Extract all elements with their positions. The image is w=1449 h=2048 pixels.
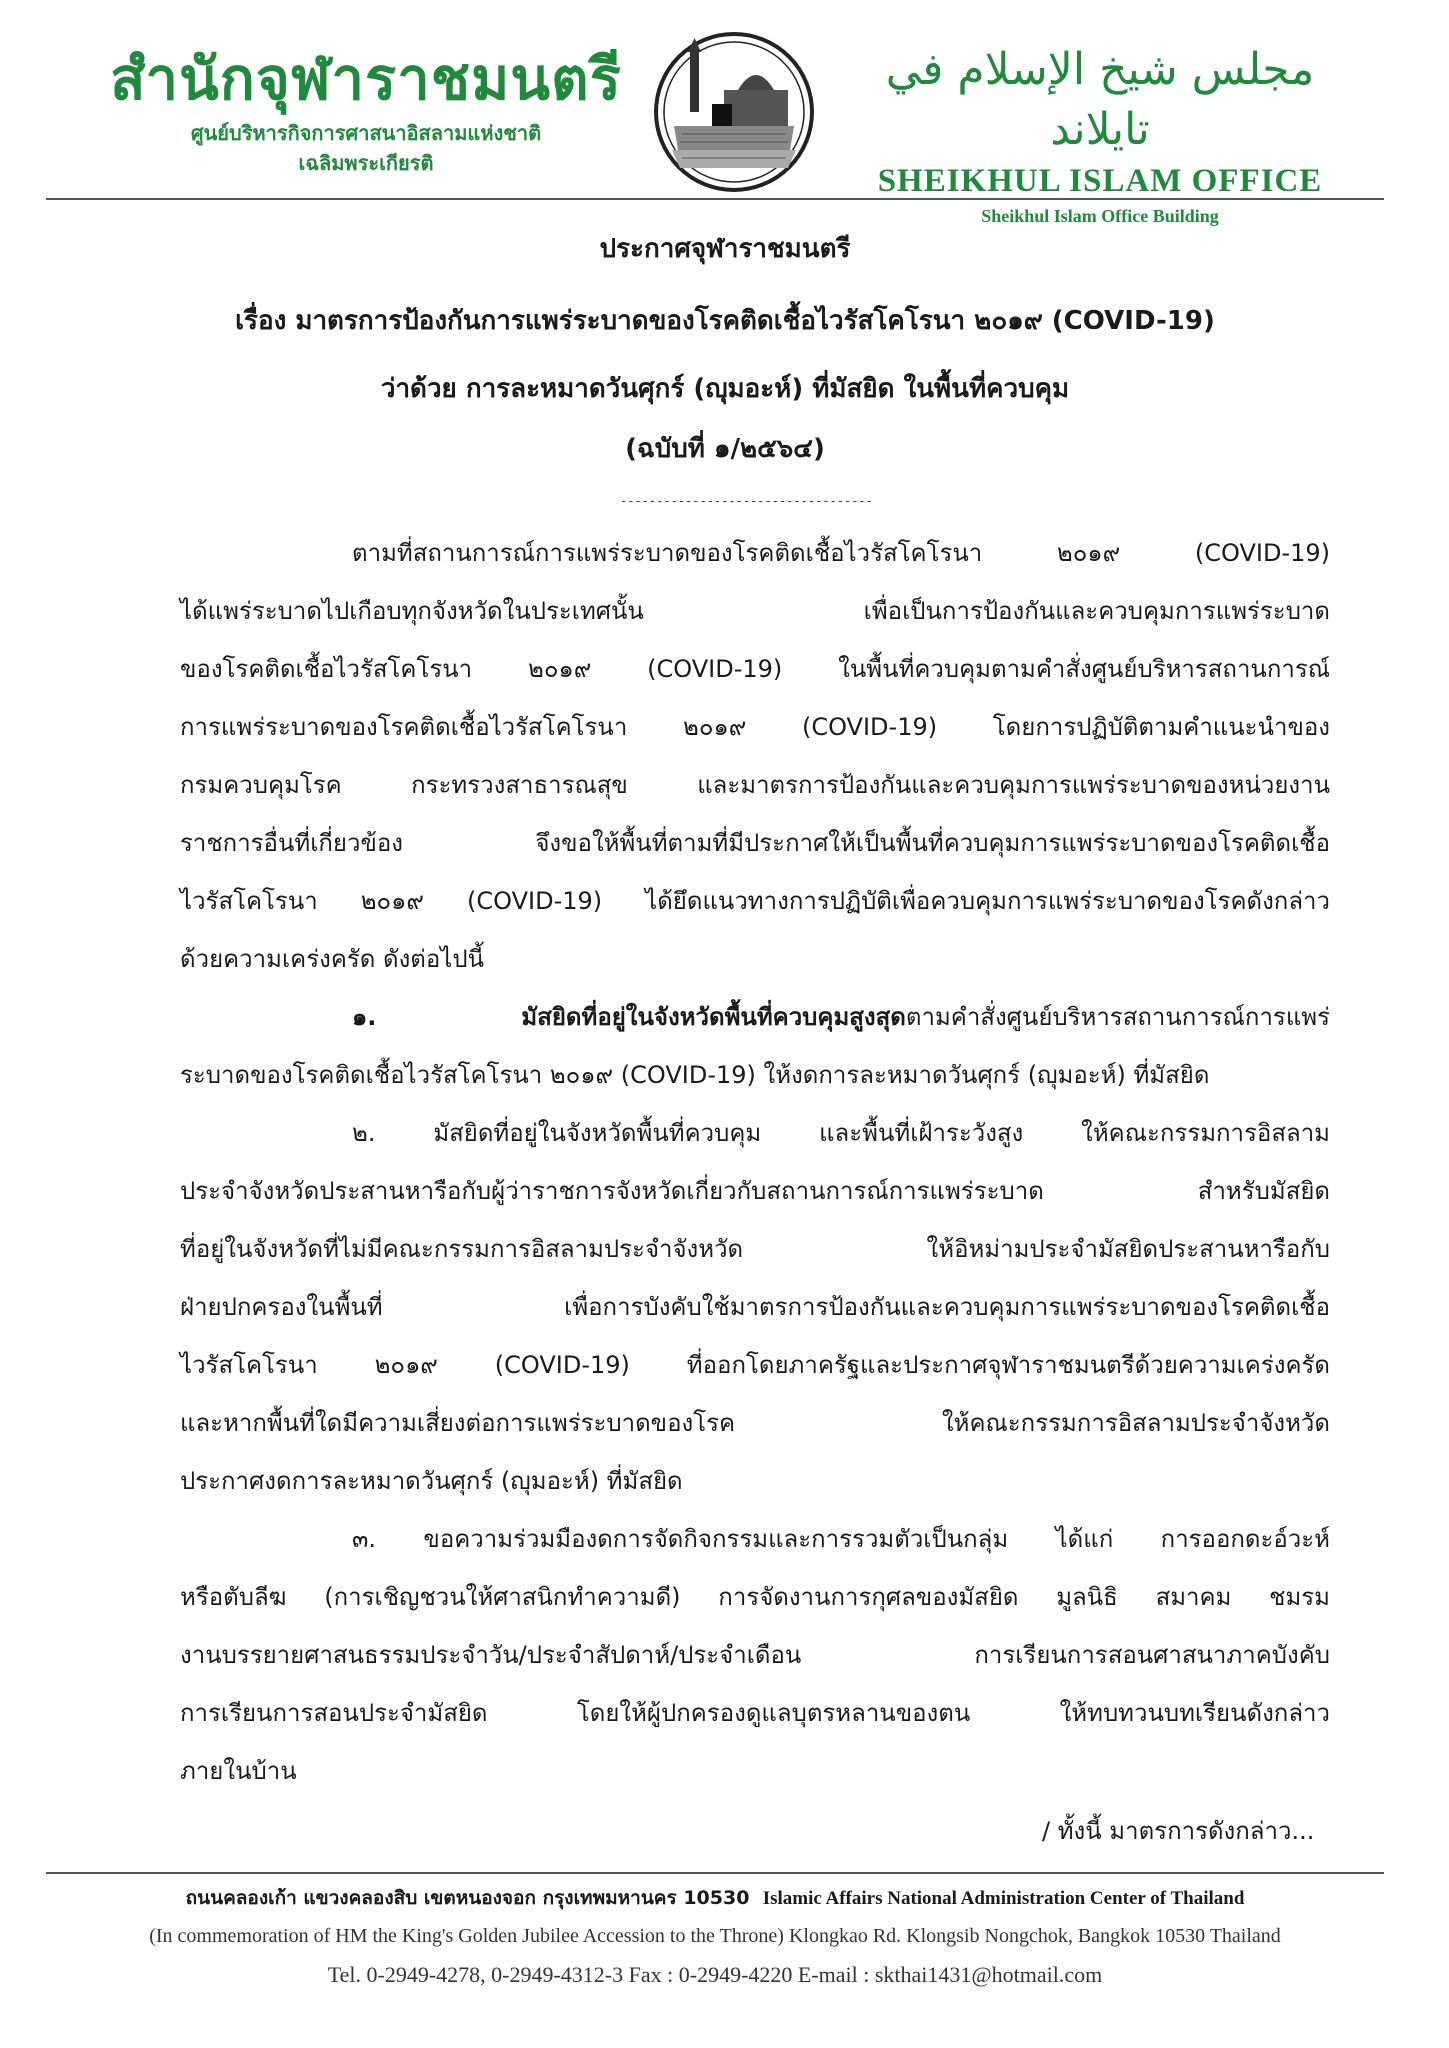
arabic-office-title: مجلس شيخ الإسلام في تايلاند	[885, 44, 1315, 155]
item-2-line: ประกาศงดการละหมาดวันศุกร์ (ญุมอะห์) ที่มัสยิด	[180, 1467, 683, 1495]
english-office-title: SHEIKHUL ISLAM OFFICE	[877, 163, 1323, 199]
intro-line: ด้วยความเคร่งครัด ดังต่อไปนี้	[180, 945, 484, 973]
item-3-line: ภายในบ้าน	[180, 1757, 297, 1785]
intro-line: ไวรัสโคโรนา ๒๐๑๙ (COVID-19) ได้ยึดแนวทางการปฏิบัติเพื่อควบคุมการแพร่ระบาดของโรคดังกล่าว	[180, 887, 1330, 915]
intro-line: การแพร่ระบาดของโรคติดเชื้อไวรัสโคโรนา ๒๐๑๙ (COVID-19) โดยการปฏิบัติตามคำแนะนำของ	[180, 713, 1330, 741]
item-3-line: งานบรรยายศาสนธรรมประจำวัน/ประจำสัปดาห์/ประจำเดือน การเรียนการสอนศาสนาภาคบังคับ	[180, 1641, 1330, 1669]
letterhead-thai-block	[96, 42, 636, 176]
announcement-title: ประกาศจุฬาราชมนตรี	[599, 234, 851, 264]
announcement-subject: เรื่อง มาตรการป้องกันการแพร่ระบาดของโรคติดเชื้อไวรัสโคโรนา ๒๐๑๙ (COVID-19)	[235, 306, 1215, 336]
item-3-line: ๓. ขอความร่วมมืองดการจัดกิจกรรมและการรวมตัวเป็นกลุ่ม ได้แก่ การออกดะอ์วะห์	[352, 1525, 1330, 1553]
heading-separator: -----------------------------------	[620, 494, 873, 508]
item-1-heading: ๑. มัสยิดที่อยู่ในจังหวัดพื้นที่ควบคุมสูงสุด	[352, 1003, 906, 1031]
intro-line: ตามที่สถานการณ์การแพร่ระบาดของโรคติดเชื้อไวรัสโคโรนา ๒๐๑๙ (COVID-19)	[352, 539, 1330, 567]
footer-address-thai: ถนนคลองเก้า แขวงคลองสิบ เขตหนองจอก กรุงเทพมหานคร 10530	[185, 1887, 750, 1909]
item-1-text: ตามคำสั่งศูนย์บริหารสถานการณ์การแพร่	[905, 1003, 1330, 1031]
intro-line: ราชการอื่นที่เกี่ยวข้อง จึงขอให้พื้นที่ตามที่มีประกาศให้เป็นพื้นที่ควบคุมการแพร่ระบาดของโรคติดเชื้อ	[180, 829, 1330, 857]
item-2-line: ไวรัสโคโรนา ๒๐๑๙ (COVID-19) ที่ออกโดยภาครัฐและประกาศจุฬาราชมนตรีด้วยความเคร่งครัด	[180, 1351, 1330, 1379]
header-divider	[46, 198, 1384, 200]
intro-line: กรมควบคุมโรค กระทรวงสาธารณสุข และมาตรการป้องกันและควบคุมการแพร่ระบาดของหน่วยงาน	[180, 771, 1330, 799]
footer-center-name: Islamic Affairs National Administration Center of Thailand	[762, 1888, 1245, 1909]
announcement-issue-number: (ฉบับที่ ๑/๒๕๖๔)	[625, 434, 825, 464]
item-2-line: ที่อยู่ในจังหวัดที่ไม่มีคณะกรรมการอิสลามประจำจังหวัด ให้อิหม่ามประจำมัสยิดประสานหารือกับ	[180, 1235, 1330, 1263]
thai-office-title: สำนักจุฬาราชมนตรี	[110, 45, 622, 113]
item-3-line: การเรียนการสอนประจำมัสยิด โดยให้ผู้ปกครองดูแลบุตรหลานของตน ให้ทบทวนบทเรียนดังกล่าว	[180, 1699, 1330, 1727]
item-3-line: หรือตับลีฆ (การเชิญชวนให้ศาสนิกทำความดี) การจัดงานการกุศลของมัสยิด มูลนิธิ สมาคม ชมรม	[180, 1583, 1330, 1611]
item-2-line: และหากพื้นที่ใดมีความเสี่ยงต่อการแพร่ระบาดของโรค ให้คณะกรรมการอิสลามประจำจังหวัด	[180, 1409, 1330, 1437]
thai-office-subtitle-1: ศูนย์บริหารกิจการศาสนาอิสลามแห่งชาติ	[190, 121, 542, 145]
item-2-line: ๒. มัสยิดที่อยู่ในจังหวัดพื้นที่ควบคุม และพื้นที่เฝ้าระวังสูง ให้คณะกรรมการอิสลาม	[352, 1119, 1330, 1147]
item-2-line: ประจำจังหวัดประสานหารือกับผู้ว่าราชการจังหวัดเกี่ยวกับสถานการณ์การแพร่ระบาด สำหรับมัสยิด	[180, 1177, 1330, 1205]
english-office-subtitle: Sheikhul Islam Office Building	[981, 206, 1219, 226]
item-2-line: ฝ่ายปกครองในพื้นที่ เพื่อการบังคับใช้มาตรการป้องกันและควบคุมการแพร่ระบาดของโรคติดเชื้อ	[180, 1293, 1330, 1321]
continuation-note: / ทั้งนี้ มาตรการดังกล่าว...	[1042, 1817, 1315, 1845]
mosque-seal-icon	[652, 30, 816, 194]
announcement-concerning: ว่าด้วย การละหมาดวันศุกร์ (ญุมอะห์) ที่มัสยิด ในพื้นที่ควบคุม	[380, 374, 1070, 404]
footer-address-line	[46, 1884, 1384, 1913]
intro-line: ของโรคติดเชื้อไวรัสโคโรนา ๒๐๑๙ (COVID-19) ในพื้นที่ควบคุมตามคำสั่งศูนย์บริหารสถานการณ์	[180, 655, 1330, 683]
thai-office-subtitle-2: เฉลิมพระเกียรติ	[298, 151, 434, 175]
intro-line: ได้แพร่ระบาดไปเกือบทุกจังหวัดในประเทศนั้น เพื่อเป็นการป้องกันและควบคุมการแพร่ระบาด	[180, 597, 1330, 625]
item-1-line	[352, 1000, 1330, 1034]
footer-contact: Tel. 0-2949-4278, 0-2949-4312-3 Fax : 0-2949-4220 E-mail : skthai1431@hotmail.com	[327, 1962, 1103, 1987]
footer-address-english: (In commemoration of HM the King's Golden Jubilee Accession to the Throne) Klongkao Rd. Klongsib Nongchok, Bangkok 10530 Thailand	[149, 1925, 1281, 1947]
footer-divider	[46, 1872, 1384, 1874]
item-1-line: ระบาดของโรคติดเชื้อไวรัสโคโรนา ๒๐๑๙ (COVID-19) ให้งดการละหมาดวันศุกร์ (ญุมอะห์) ที่มัสยิด	[180, 1061, 1210, 1089]
